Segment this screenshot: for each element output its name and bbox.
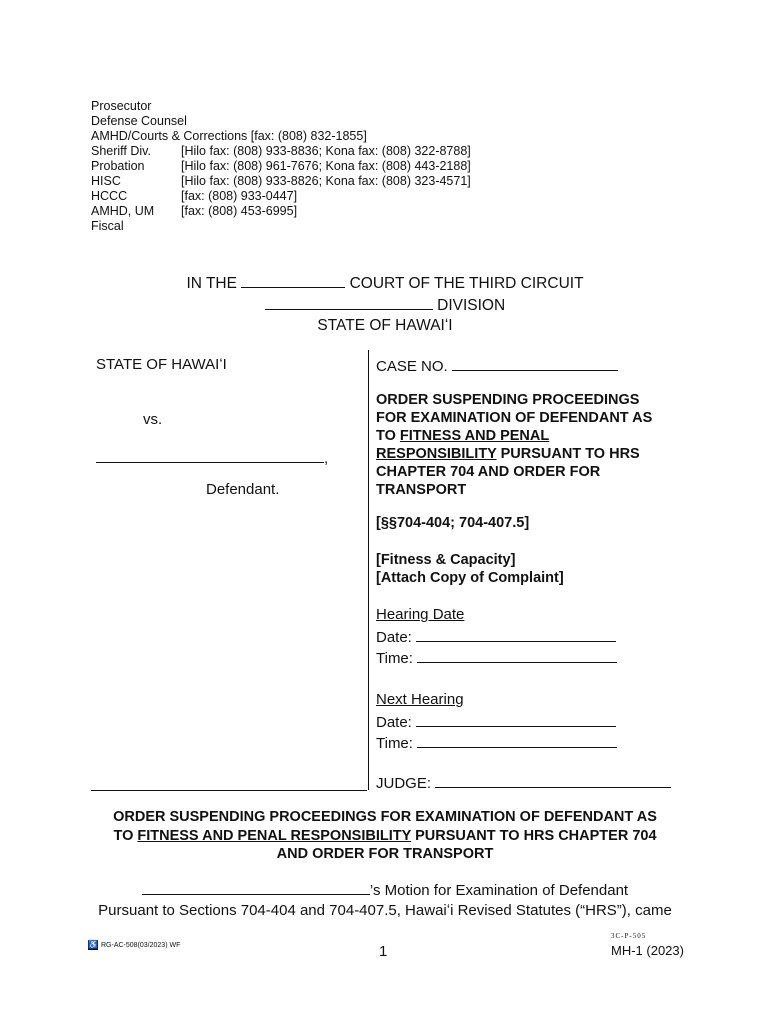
date-label: Date: <box>376 629 412 646</box>
case-number-field[interactable] <box>452 356 618 371</box>
main-title-line: ORDER SUSPENDING PROCEEDINGS FOR EXAMINATION OF DEFENDANT AS <box>113 809 657 825</box>
caption-divider <box>368 350 369 790</box>
court-line-1 <box>0 273 770 293</box>
hearing-time-line <box>376 648 617 667</box>
court-in-the: IN THE <box>186 275 237 292</box>
hearing-date-heading: Hearing Date <box>376 606 465 623</box>
next-time-field[interactable] <box>417 733 617 748</box>
form-revision: RG-AC-508(03/2023) WF <box>101 941 181 949</box>
body-line-1 <box>0 880 770 899</box>
time-label: Time: <box>376 650 413 667</box>
distribution-label: Prosecutor <box>91 99 152 113</box>
statute-citation: [§§704-404; 704-407.5] <box>376 515 530 531</box>
court-name-field[interactable] <box>241 273 345 288</box>
page-number: 1 <box>379 943 388 960</box>
distribution-row <box>91 189 471 204</box>
next-date-line <box>376 712 616 731</box>
date-label: Date: <box>376 714 412 731</box>
distribution-label: Probation <box>91 159 145 173</box>
main-title-text: PURSUANT TO HRS CHAPTER 704 <box>411 827 657 844</box>
comma: , <box>324 450 329 467</box>
main-title-text: TO <box>113 827 138 844</box>
court-circuit: COURT OF THE THIRD CIRCUIT <box>349 275 584 292</box>
distribution-row <box>91 114 471 129</box>
distribution-row <box>91 99 471 114</box>
doc-title-line: FOR EXAMINATION OF DEFENDANT AS <box>376 410 653 426</box>
judge-field[interactable] <box>435 773 671 788</box>
form-code: 3C-P-505 <box>611 932 647 940</box>
defendant-name-line <box>96 448 328 467</box>
distribution-row <box>91 219 471 234</box>
distribution-label: Defense Counsel <box>91 114 187 128</box>
distribution-list <box>91 99 471 234</box>
versus-label: vs. <box>143 411 163 428</box>
court-state: STATE OF HAWAIʻI <box>317 317 453 334</box>
distribution-label: HCCC <box>91 189 128 203</box>
hearing-time-field[interactable] <box>417 648 617 663</box>
fitness-note: [Fitness & Capacity] <box>376 552 516 568</box>
caption-parties <box>91 350 367 791</box>
division-field[interactable] <box>265 295 433 310</box>
time-label: Time: <box>376 735 413 752</box>
distribution-label: Sheriff Div. <box>91 144 151 158</box>
defendant-name-field[interactable] <box>96 448 324 463</box>
distribution-row <box>91 144 471 159</box>
judge-label: JUDGE: <box>376 775 432 792</box>
body-line-2: Pursuant to Sections 704-404 and 704-407.5, Hawaiʻi Revised Statutes (“HRS”), came <box>98 902 672 919</box>
form-id: MH-1 (2023) <box>611 943 684 958</box>
doc-title-line <box>376 427 652 445</box>
main-title-line: AND ORDER FOR TRANSPORT <box>276 846 494 862</box>
doc-title-underlined: FITNESS AND PENAL <box>399 428 550 444</box>
distribution-row <box>91 174 471 189</box>
doc-title-text: TO <box>376 428 400 444</box>
distribution-label: AMHD/Courts & Corrections [fax: (808) 832-1855] <box>91 129 367 143</box>
movant-field[interactable] <box>142 880 370 895</box>
next-time-line <box>376 733 617 752</box>
main-title <box>80 808 690 864</box>
case-number-line <box>376 356 618 375</box>
main-title-line <box>80 827 690 846</box>
distribution-fax: [fax: (808) 933-0447] <box>181 189 298 203</box>
doc-title-line <box>376 445 652 463</box>
next-date-field[interactable] <box>416 712 616 727</box>
complaint-note: [Attach Copy of Complaint] <box>376 570 564 586</box>
distribution-row <box>91 159 471 174</box>
court-line-2 <box>0 295 770 315</box>
plaintiff-name: STATE OF HAWAIʻI <box>96 356 227 373</box>
footer-revision <box>88 940 180 950</box>
court-division: DIVISION <box>437 297 506 314</box>
defendant-label: Defendant. <box>206 481 280 498</box>
doc-title-underlined: RESPONSIBILITY <box>376 446 497 462</box>
body-text: ’s Motion for Examination of Defendant <box>369 882 629 899</box>
distribution-label: Fiscal <box>91 219 124 233</box>
distribution-fax: [fax: (808) 453-6995] <box>181 204 298 218</box>
judge-line <box>376 773 671 792</box>
doc-title-line: CHAPTER 704 AND ORDER FOR <box>376 464 601 480</box>
case-no-label: CASE NO. <box>376 358 448 375</box>
distribution-row <box>91 204 471 219</box>
next-hearing-heading: Next Hearing <box>376 691 464 708</box>
distribution-row <box>91 129 471 144</box>
distribution-fax: [Hilo fax: (808) 961-7676; Kona fax: (808) 443-2188] <box>181 159 471 173</box>
doc-title-text: PURSUANT TO HRS <box>496 446 640 462</box>
doc-title-line: TRANSPORT <box>376 482 467 498</box>
document-title <box>376 391 652 499</box>
hearing-date-line <box>376 627 616 646</box>
distribution-fax: [Hilo fax: (808) 933-8826; Kona fax: (808) 323-4571] <box>181 174 471 188</box>
distribution-fax: [Hilo fax: (808) 933-8836; Kona fax: (808) 322-8788] <box>181 144 471 158</box>
doc-title-line: ORDER SUSPENDING PROCEEDINGS <box>376 392 640 408</box>
wheelchair-icon: ♿ <box>88 940 98 949</box>
main-title-underlined: FITNESS AND PENAL RESPONSIBILITY <box>137 827 412 844</box>
distribution-label: HISC <box>91 174 121 188</box>
hearing-date-field[interactable] <box>416 627 616 642</box>
distribution-label: AMHD, UM <box>91 204 155 218</box>
